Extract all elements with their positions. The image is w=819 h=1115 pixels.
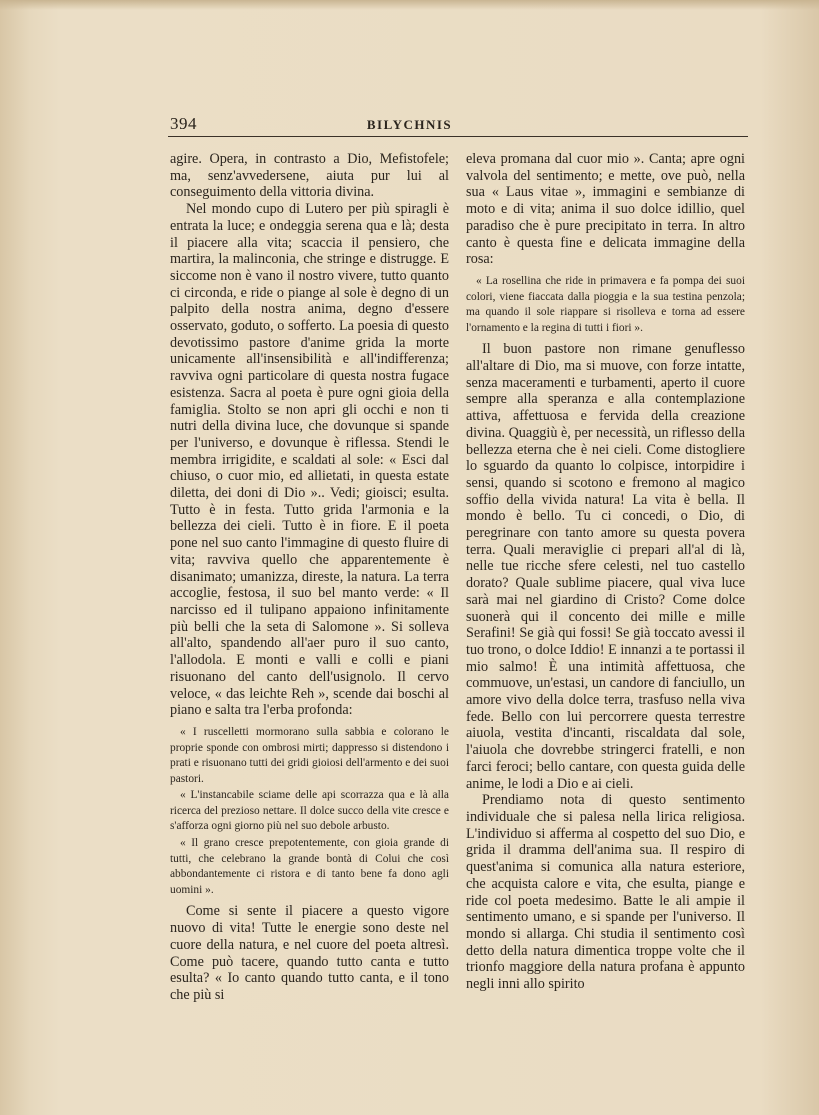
page-number: 394 (170, 114, 197, 133)
header-rule (168, 136, 748, 137)
running-head: BILYCHNIS (366, 117, 453, 132)
block-quote (170, 725, 449, 899)
left-column (170, 151, 449, 1004)
paragraph: Prendiamo nota di questo sentimento individuale che si palesa nella lirica religiosa. L'individuo si afferma al cospetto del suo Dio, e grida il dramma dell'anima sua. Il respiro di quest'anima si comunica alla natura esteriore, che acquista calore e vita, che esulta, piange e ride col poeta medesimo. Batte le ali ampie il sentimento umano, e si spande per l'universo. Il mondo si allarga. Chi studia il sentimento così detto della natura dimentica troppe volte che il trionfo maggiore della natura profana è appunto negli inni allo spirito (466, 792, 745, 993)
paragraph: Il buon pastore non rimane genuflesso all'altare di Dio, ma si muove, con forze intatte, senza maceramenti e turbamenti, aperto il cuore sempre alla speranza e alla contemplazione attiva, affettuosa e fervida della creazione divina. Quaggiù è, per necessità, un riflesso della bellezza eterna che è nei cieli. Come distogliere lo sguardo da quanto lo colpisce, intorpidire i sensi, quando si scotono e fremono al magico soffio della vivida natura! La vita è bella. Il mondo è bello. Tu ci concedi, o Dio, di peregrinare con tanto amore su questa povera terra. Quali meraviglie ci prepari all'al di là, nelle tue ricche sfere celesti, nel tuo castello dorato? Quale sublime piacere, qual viva luce sarà mai nel giardino di Cristo? Come dolce suonerà qui il concento dei mille e mille Serafini! Se già qui fossi! Se già toccato avessi il tuo trono, o dolce Iddio! E innanzi a te portassi il mio salmo! È una intimità affettuosa, che commuove, un'estasi, un candore di fanciullo, un amore vivo della dolce terra, trasfuso nella viva fede. Bello con lui percorrere questa terrestre aiuola, vestita d'incanti, riscaldata dal sole, l'aiuola che dovrebbe stringerci fratelli, e non farci feroci; bello cantare, con questa guida delle anime, le lodi a Dio e ai cieli. (466, 341, 745, 792)
quote-paragraph: « La rosellina che ride in primavera e fa pompa dei suoi colori, viene fiaccata dalla pioggia e la sua testina penzola; ma quando il sole riappare si risolleva e torna ad essere l'ornamento e la regina di tutti i fiori ». (466, 274, 745, 334)
paragraph: eleva promana dal cuor mio ». Canta; apre ogni valvola del sentimento; e mette, ove può, nella sua « Laus vitae », immagini e sembianze di moto e di vita; anima il suo dolce idillio, quel paradiso che è pure precipitato in terra. In altro canto è questa fine e delicata immagine della rosa: (466, 151, 745, 268)
right-column (466, 151, 745, 993)
quote-paragraph: « L'instancabile sciame delle api scorrazza qua e là alla ricerca del prezioso nettare. Il dolce succo della vite cresce e s'afforza ogni giorno più nel suo debole arbusto. (170, 789, 449, 833)
quote-paragraph: « Il grano cresce prepotentemente, con gioia grande di tutti, che celebrano la grande bontà di Colui che così abbondantemente ci ristora e di tanto bene fa dono agli uomini ». (170, 837, 449, 896)
block-quote (466, 274, 745, 336)
paragraph: Nel mondo cupo di Lutero per più spiragli è entrata la luce; e ondeggia serena qua e là; desta il piacere alla vita; scaccia il pensiero, che martira, la malinconia, che stringe e distrugge. E siccome non è vano il nostro vivere, tutto quanto ci circonda, e ride o piange al sole è degno di un palpito della nostra anima, degno d'essere osservato, goduto, o sofferto. La poesia di questo devotissimo pastore d'anime grida la morte unicamente all'insensibilità e all'indifferenza; ravviva ogni particolare di questa nostra fugace esistenza. Sacra al poeta è pure ogni gioia della famiglia. Stolto se non apri gli occhi e non ti nutri della divina luce, che dovunque si spande per l'universo, e dovunque è riflessa. Stendi le membra irrigidite, e scaldati al sole: « Esci dal chiuso, o cuor mio, ed allietati, in questa estate diletta, dei doni di Dio ».. Vedi; gioisci; esulta. Tutto è in festa. Tutto grida l'armonia e la bellezza dei cieli. Tutto è in fiore. E il poeta pone nel suo canto l'immagine di questo fluire di vita; ravviva quello che apparentemente è disanimato; umanizza, direste, la natura. La terra accoglie, festosa, il suo bel manto verde: « Il narcisso ed il tulipano appaiono infinitamente più belli che la seta di Salomone ». Si solleva all'alto, spandendo all'aer puro il suo canto, l'allodola. E monti e valli e colli e piani risuonano del canto dell'usignolo. Il cervo veloce, « das leichte Reh », scende dai boschi al piano e salta tra l'erba profonda: (170, 201, 449, 719)
quote-paragraph: « I ruscelletti mormorano sulla sabbia e colorano le proprie sponde con ombrosi mirti; dappresso si distendono i prati e risuonano tutti dei gridi gioiosi dell'armento e dei suoi pastori. (170, 725, 449, 785)
paragraph: agire. Opera, in contrasto a Dio, Mefistofele; ma, senz'avvedersene, aiuta pur lui al conseguimento della vittoria divina. (170, 151, 449, 201)
paragraph: Come si sente il piacere a questo vigore nuovo di vita! Tutte le energie sono deste nel cuore della natura, e nel cuore del poeta altresì. Come può tacere, quando tutto canta e tutto esulta? « Io canto quando tutto canta, e il tono che più si (170, 903, 449, 1003)
page-edge (0, 0, 819, 10)
